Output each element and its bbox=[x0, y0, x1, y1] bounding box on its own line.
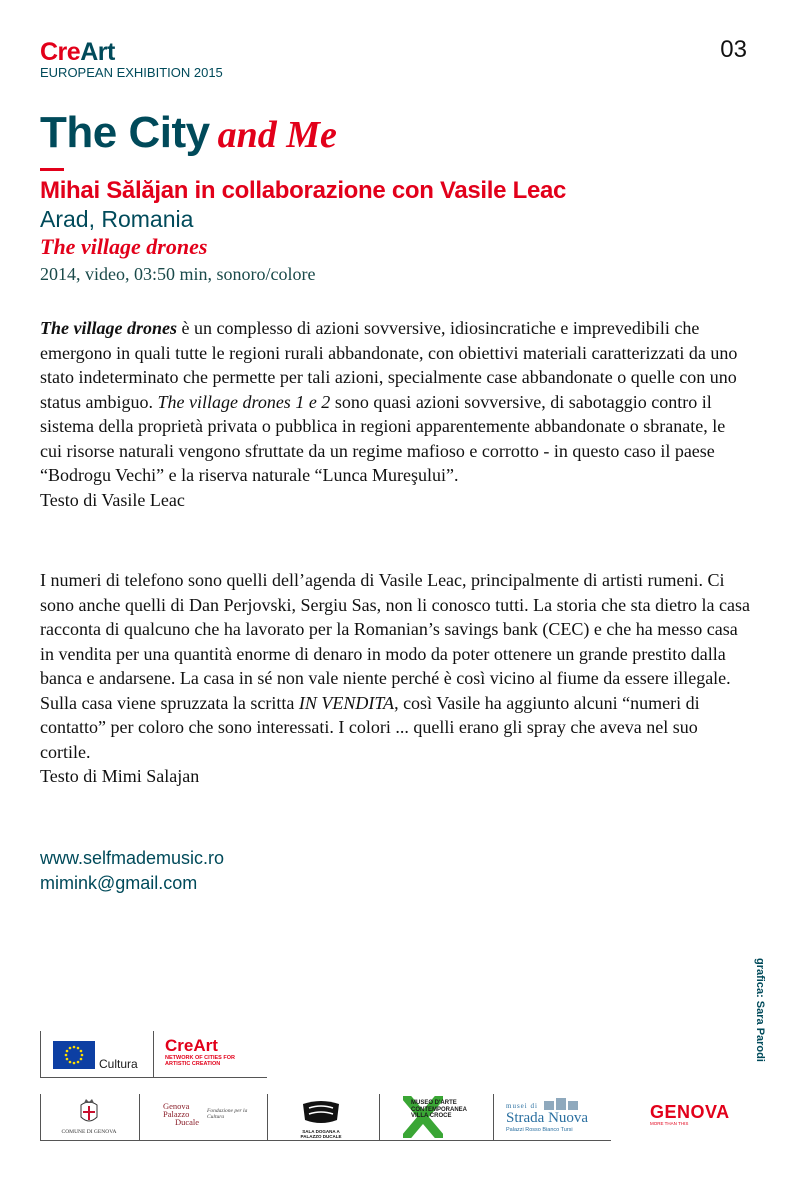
graphics-credit-text: grafica: Sara Parodi bbox=[754, 958, 766, 1062]
sala-dogana-logo bbox=[271, 1094, 361, 1140]
para1-text-b: sono quasi azioni sovversive, di sabotaggio contro il sistema della proprietà privata o pubblica in regioni apparentemente abbandonate o sbranate, le cui risorse naturali vengono sfruttate da un regime mafioso e corrotto - in questo caso il paese “Bodrogu Vechi” e la riserva naturale “Lunca Mureşului”. bbox=[40, 391, 726, 485]
logos-top-row bbox=[40, 1031, 267, 1078]
logos-bottom-row bbox=[40, 1094, 611, 1141]
para1-lead: The village drones bbox=[40, 318, 177, 338]
pd-line-3: Ducale bbox=[175, 1117, 200, 1127]
creart-logo-name: CreArt bbox=[165, 1036, 218, 1055]
description-paragraph-2 bbox=[40, 568, 750, 789]
eu-culture-label: Cultura bbox=[99, 1057, 138, 1071]
artist-name: Mihai Sălăjan in collaborazione con Vasile Leac bbox=[40, 177, 567, 204]
genova-brand-tag: MORE THAN THIS bbox=[650, 1121, 689, 1126]
pd-line-1: Genova bbox=[163, 1101, 190, 1111]
palazzo-ducale-logo bbox=[153, 1094, 263, 1140]
comune-genova-label: COMUNE DI GENOVA bbox=[61, 1129, 117, 1135]
page-number: 03 bbox=[720, 36, 747, 63]
title-divider bbox=[40, 168, 64, 171]
brand-art: Art bbox=[80, 38, 115, 66]
title-accent: and Me bbox=[217, 114, 337, 156]
title-main: The City bbox=[40, 108, 210, 157]
brand-subtitle: EUROPEAN EXHIBITION 2015 bbox=[40, 65, 223, 80]
graphics-credit bbox=[752, 958, 766, 1070]
logo-divider bbox=[153, 1031, 154, 1077]
genova-brand-name: GENOVA bbox=[650, 1102, 730, 1122]
eu-flag-icon bbox=[53, 1041, 95, 1069]
pd-foundation: Fondazione per la Cultura bbox=[207, 1108, 248, 1120]
sala-dogana-icon bbox=[299, 1098, 343, 1126]
logo-divider bbox=[493, 1094, 494, 1140]
para2-text-b: , così Vasile ha aggiunto alcuni “numeri di contatto” per coloro che sono interessati. I colori ... quelli erano gli spray che aveva nel suo cortile. bbox=[40, 692, 700, 762]
strada-musei: musei di bbox=[506, 1102, 538, 1110]
contacts bbox=[40, 846, 224, 896]
genova-brand-logo bbox=[650, 1103, 730, 1126]
para1-credit: Testo di Vasile Leac bbox=[40, 489, 185, 510]
logo-divider bbox=[267, 1094, 268, 1140]
comune-genova-logo bbox=[41, 1094, 137, 1140]
description-paragraph-1 bbox=[40, 316, 750, 512]
brand-logo bbox=[40, 40, 223, 65]
genova-crest-icon bbox=[77, 1097, 101, 1127]
strada-name: Strada Nuova bbox=[506, 1110, 589, 1126]
work-details: 2014, video, 03:50 min, sonoro/colore bbox=[40, 264, 316, 284]
para1-italic-ref: The village drones 1 e 2 bbox=[157, 391, 331, 412]
email-link[interactable]: mimink@gmail.com bbox=[40, 873, 198, 893]
palazzi-icon bbox=[544, 1098, 578, 1110]
villa-croce-logo bbox=[401, 1094, 491, 1140]
artwork-meta bbox=[40, 176, 760, 286]
para2-text-a: I numeri di telefono sono quelli dell’agenda di Vasile Leac, principalmente di artisti rumeni. Ci sono anche quelli di Dan Perjovski, Sergiu Sas, non li conosco tutti. La storia che sta dietro la casa racconta di qualcuno che ha lavorato per la Romanian’s savings bank (CEC) e che ha messo casa in vendita per una quantità enorme di denaro in modo da poter ottenere un grande prestito dalla banca e andarsene. La casa in sé non vale niente perché è così vicino al fiume da essere illegale. Sulla casa viene spruzzata la scritta bbox=[40, 570, 751, 713]
page-title bbox=[40, 108, 337, 158]
artist-location: Arad, Romania bbox=[40, 206, 194, 232]
strada-sub: Palazzi Rosso Bianco Tursi bbox=[506, 1127, 573, 1133]
pd-line-2: Palazzo bbox=[163, 1109, 190, 1119]
sala-dogana-label: SALA DOGANA A PALAZZO DUCALE bbox=[300, 1129, 342, 1139]
palazzo-ducale-text bbox=[163, 1102, 199, 1126]
brand-cre: Cre bbox=[40, 38, 81, 66]
creart-logo-tagline: NETWORK OF CITIES FOR ARTISTIC CREATION bbox=[165, 1055, 235, 1067]
work-title: The village drones bbox=[40, 234, 208, 259]
website-link[interactable]: www.selfmademusic.ro bbox=[40, 848, 225, 868]
logo-divider bbox=[379, 1094, 380, 1140]
para2-credit: Testo di Mimi Salajan bbox=[40, 766, 200, 786]
strada-nuova-logo bbox=[506, 1098, 601, 1133]
header-brand bbox=[40, 40, 223, 80]
logo-divider bbox=[139, 1094, 140, 1140]
para1-text-a: è un complesso di azioni sovversive, idiosincratiche e imprevedibili che emergono in quali tutte le regioni rurali abbandonate, con obiettivi materiali caratterizzati da uno stato indeterminato che permette per tali azioni, specialmente case abbandonate o quelle con uno status ambiguo. bbox=[40, 318, 738, 412]
creart-network-logo bbox=[165, 1037, 235, 1067]
villa-croce-label: MUSEO D'ARTE CONTEMPORANEA VILLA CROCE bbox=[411, 1100, 467, 1119]
para2-italic-ref: IN VENDITA bbox=[298, 692, 395, 713]
